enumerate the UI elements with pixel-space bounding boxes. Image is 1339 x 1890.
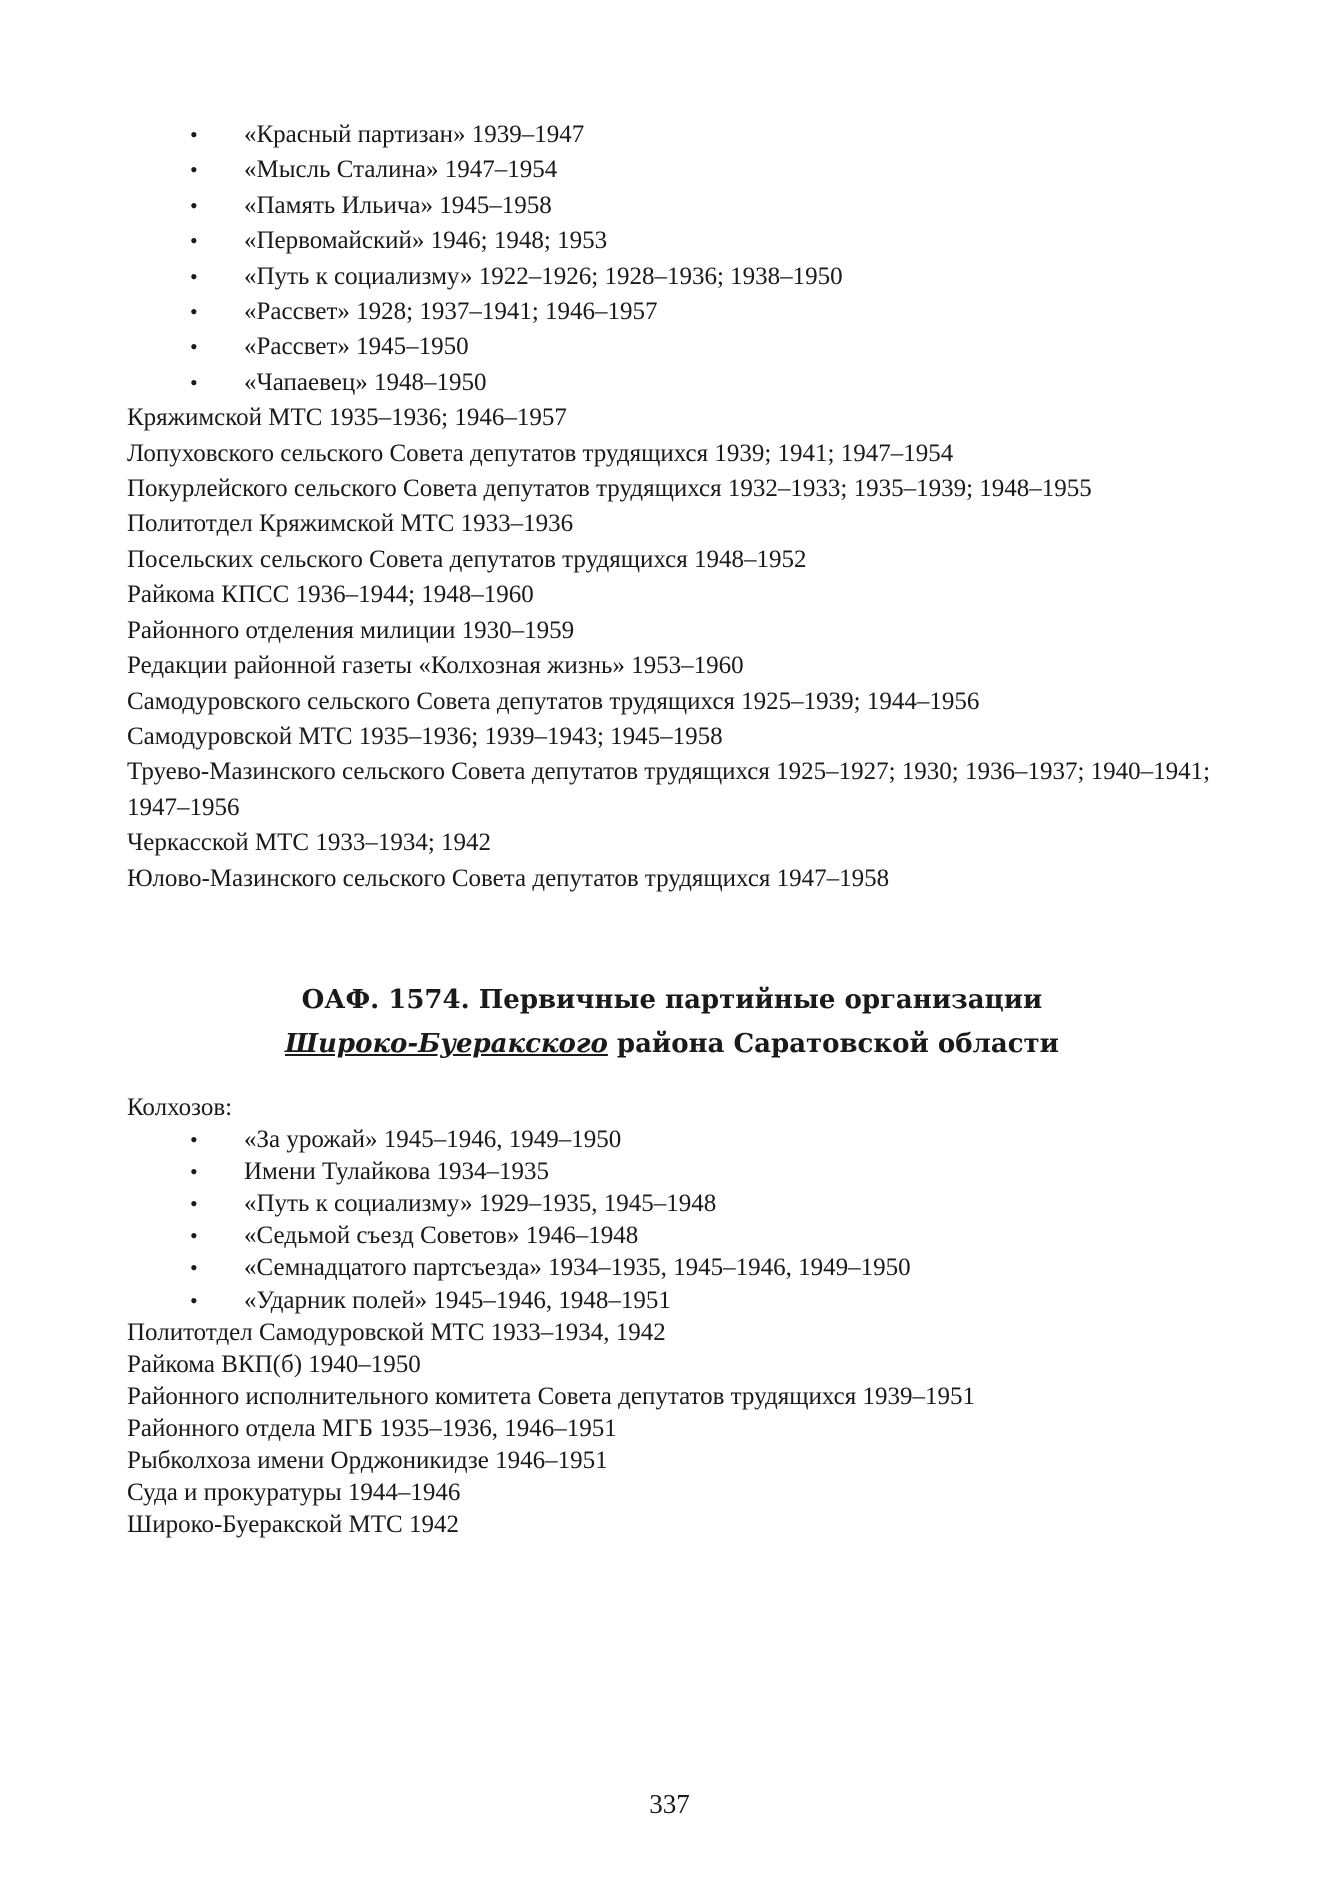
entry-line: Рыбколхоза имени Орджоникидзе 1946–1951 <box>127 1447 608 1475</box>
section-fund-1574 <box>127 1092 1237 1541</box>
list-item: • «Путь к социализму» 1922–1926; 1928–1936; 1938–1950 <box>127 259 1237 294</box>
heading-line-2 <box>127 1022 1217 1066</box>
entry-line: Труево-Мазинского сельского Совета депутатов трудящихся 1925–1927; 1930; 1936–1937; 1940–1941; 1947–1956 <box>127 758 1211 821</box>
list-item: • «Рассвет» 1945–1950 <box>127 329 1237 364</box>
heading-district-name: Широко-Буеракского <box>285 1029 608 1059</box>
entry-line: Райкома ВКП(б) 1940–1950 <box>127 1350 421 1378</box>
entry-line: Районного отделения милиции 1930–1959 <box>127 616 575 644</box>
list-item: • «Мысль Сталина» 1947–1954 <box>127 152 1237 187</box>
entry-line: Политотдел Кряжимской МТС 1933–1936 <box>127 510 574 538</box>
list-item: • «Красный партизан» 1939–1947 <box>127 117 1237 152</box>
entry-line: Кряжимской МТС 1935–1936; 1946–1957 <box>127 404 567 432</box>
list-item: • «За урожай» 1945–1946, 1949–1950 <box>127 1124 1237 1156</box>
list-item: • «Семнадцатого партсъезда» 1934–1935, 1945–1946, 1949–1950 <box>127 1252 1237 1284</box>
section-heading <box>127 978 1217 1066</box>
heading-line-2-rest: района Саратовской области <box>607 1029 1059 1059</box>
organization-entries <box>127 400 1237 896</box>
list-item: • «Путь к социализму» 1929–1935, 1945–1948 <box>127 1188 1237 1220</box>
entry-line: Политотдел Самодуровской МТС 1933–1934, 1942 <box>127 1318 666 1346</box>
page-number: 337 <box>649 1789 690 1819</box>
entry-line: Самодуровского сельского Совета депутатов трудящихся 1925–1939; 1944–1956 <box>127 687 980 715</box>
section-continued-list <box>127 117 1237 896</box>
kolkhoz-bullet-list <box>127 1124 1237 1317</box>
entry-line: Широко-Буеракской МТС 1942 <box>127 1511 459 1539</box>
entry-line: Районного исполнительного комитета Совета депутатов трудящихся 1939–1951 <box>127 1382 975 1410</box>
entry-line: Районного отдела МГБ 1935–1936, 1946–1951 <box>127 1414 617 1442</box>
list-item: • Имени Тулайкова 1934–1935 <box>127 1156 1237 1188</box>
entry-line: Редакции районной газеты «Колхозная жизнь» 1953–1960 <box>127 652 744 680</box>
kolkhoz-bullet-list <box>127 117 1237 400</box>
list-item: • «Седьмой съезд Советов» 1946–1948 <box>127 1220 1237 1252</box>
entry-line: Самодуровской МТС 1935–1936; 1939–1943; 1945–1958 <box>127 722 723 750</box>
list-item: • «Память Ильича» 1945–1958 <box>127 188 1237 223</box>
kolkhoz-label: Колхозов: <box>127 1094 233 1121</box>
entry-line: Суда и прокуратуры 1944–1946 <box>127 1479 461 1507</box>
entry-line: Райкома КПСС 1936–1944; 1948–1960 <box>127 581 534 609</box>
entry-line: Черкасской МТС 1933–1934; 1942 <box>127 829 492 857</box>
list-item: • «Чапаевец» 1948–1950 <box>127 365 1237 400</box>
entry-line: Посельских сельского Совета депутатов трудящихся 1948–1952 <box>127 545 807 573</box>
organization-entries <box>127 1317 1237 1542</box>
entry-line: Юлово-Мазинского сельского Совета депутатов трудящихся 1947–1958 <box>127 864 890 892</box>
entry-line: Покурлейского сельского Совета депутатов трудящихся 1932–1933; 1935–1939; 1948–1955 <box>127 475 1092 503</box>
list-item: • «Ударник полей» 1945–1946, 1948–1951 <box>127 1285 1237 1317</box>
entry-line: Лопуховского сельского Совета депутатов трудящихся 1939; 1941; 1947–1954 <box>127 439 954 467</box>
list-item: • «Рассвет» 1928; 1937–1941; 1946–1957 <box>127 294 1237 329</box>
list-item: • «Первомайский» 1946; 1948; 1953 <box>127 223 1237 258</box>
heading-line-1: ОАФ. 1574. Первичные партийные организации <box>301 985 1043 1015</box>
